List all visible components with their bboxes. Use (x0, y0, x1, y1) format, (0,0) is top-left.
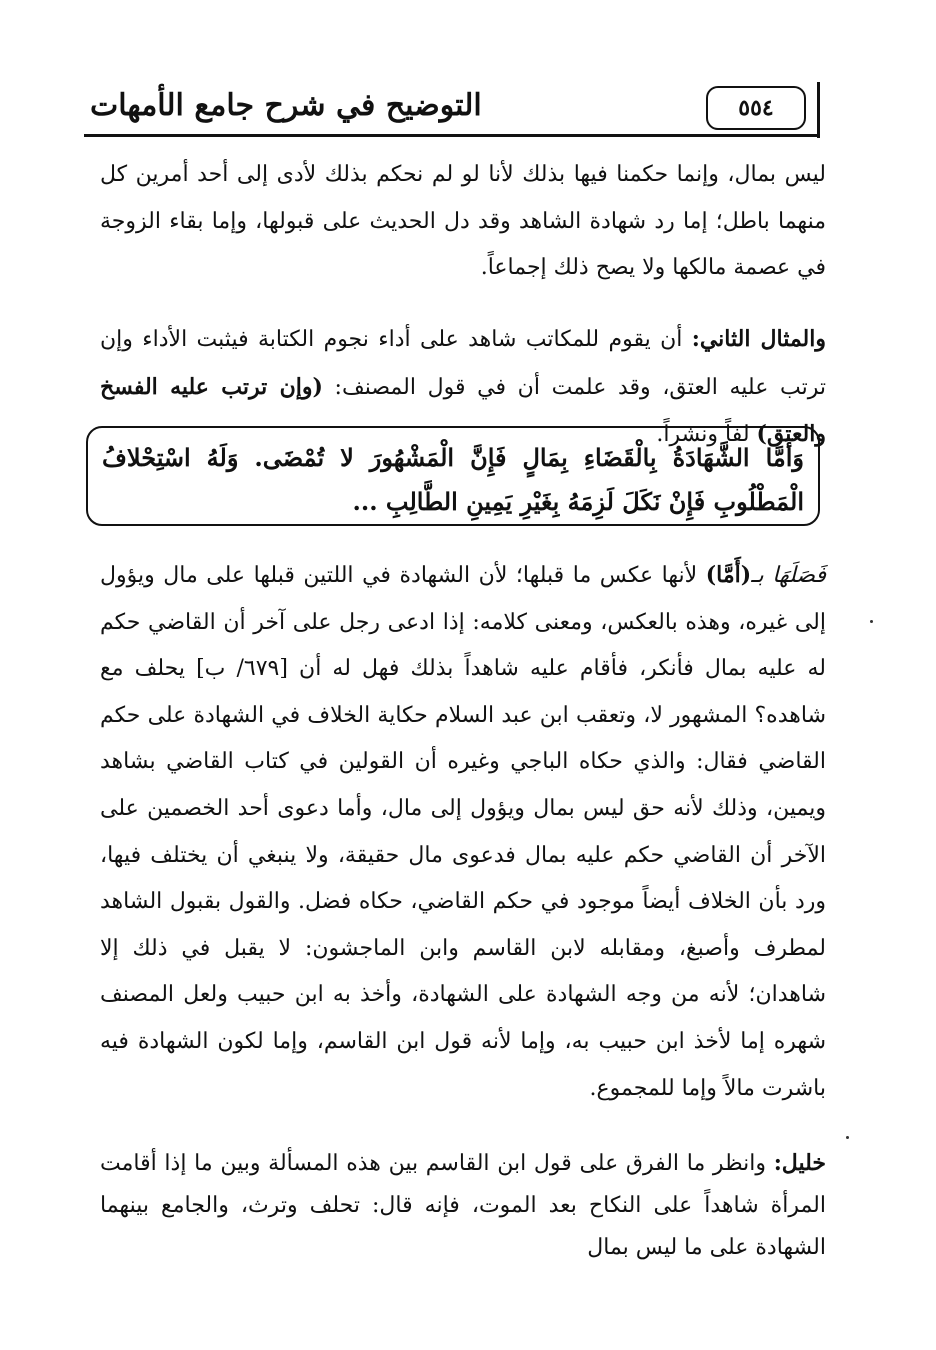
paragraph-2-body: أن يقوم للمكاتب شاهد على أداء نجوم الكتابة فيثبت الأداء وإن ترتب عليه العتق، وقد علمت أن في قول المصنف: (100, 327, 826, 400)
paragraph-2-tail: لفاً ونشراً. (656, 422, 757, 448)
paragraph-1: ليس بمال، وإنما حكمنا فيها بذلك لأنا لو لم نحكم بذلك لأدى إلى أحد أمرين كل منهما باطل؛ إما رد شهادة الشاهد وقد دل الحديث على قبولها، وإما بقاء الزوجة في عصمة مالكها ولا يصح ذلك إجماعاً. (100, 162, 826, 281)
header-vertical-rule (817, 82, 820, 138)
header-rule (84, 134, 820, 137)
paragraph-4-lead: خليل: (773, 1150, 826, 1176)
paragraph-3-body: لأنها عكس ما قبلها؛ لأن الشهادة في اللتين قبلها على مال ويؤول إلى غيره، وهذه بالعكس، ومعنى كلامه: إذا ادعى رجل على آخر أن القاضي حكم له عليه بمال فأنكر، فأقام عليه شاهداً بذلك فهل له أن [٦٧٩/ ب] يحلف مع شاهده؟ المشهور لا، وتعقب ابن عبد السلام حكاية الخلاف في الشهادة على حكم القاضي فقال: والذي حكاه الباجي وغيره أن القولين في كتاب القاضي بشاهد ويمين، وذلك لأنه حق ليس بمال ويؤول إلى مال، وأما دعوى أحد الخصمين على الآخر أن القاضي حكم عليه بمال فدعوى مال حقيقة، ولا ينبغي أن يختلف فيها، ورد بأن الخلاف أيضاً موجود في حكم القاضي، حكاه فضل. والقول بقبول الشاهد لمطرف وأصبغ، ومقابله لابن القاسم وابن الماجشون: لا يقبل في ذلك إلا شاهدان؛ لأنه من وجه الشهادة على الشهادة، وأخذ به ابن حبيب ولعل المصنف شهره إما لأخذ ابن حبيب به، وإما لأنه قول ابن القاسم، وإما لكون الشهادة فيه باشرت مالاً وإما للمجموع. (100, 563, 827, 1101)
page-header (84, 82, 824, 138)
matn-quote-box: وَأَمَّا الشَّهَادَةُ بِالْقَضَاءِ بِمَالٍ فَإِنَّ الْمَشْهُورَ لا تُمْضَى. وَلَهُ اسْتِحْلافُ الْمَطْلُوبِ فَإِنْ نَكَلَ لَزِمَهُ بِغَيْرِ يَمِينِ الطَّالِبِ ... (86, 426, 820, 526)
paragraph-4-body: وانظر ما الفرق على قول ابن القاسم بين هذه المسألة وبين ما إذا أقامت المرأة شاهداً على النكاح بعد الموت، فإنه قال: تحلف وترث، والجامع بينهما الشهادة على ما ليس بمال (100, 1151, 826, 1260)
page-number: ٥٥٤ (706, 86, 806, 130)
paragraph-3-amma: (أَمَّا) (705, 562, 752, 588)
paragraph-3 (100, 552, 826, 1112)
paragraph-4 (100, 1142, 826, 1269)
paragraph-2-quote: (وإن ترتب عليه الفسخ والعتق) (100, 373, 826, 448)
running-title: التوضيح في شرح جامع الأمهات (90, 88, 482, 123)
paragraph-3-lead: فَصَلَهَا بـ (751, 563, 826, 588)
scan-speck (870, 620, 873, 623)
paragraph-2-lead: والمثال الثاني: (691, 326, 826, 352)
scan-speck (846, 1136, 849, 1139)
